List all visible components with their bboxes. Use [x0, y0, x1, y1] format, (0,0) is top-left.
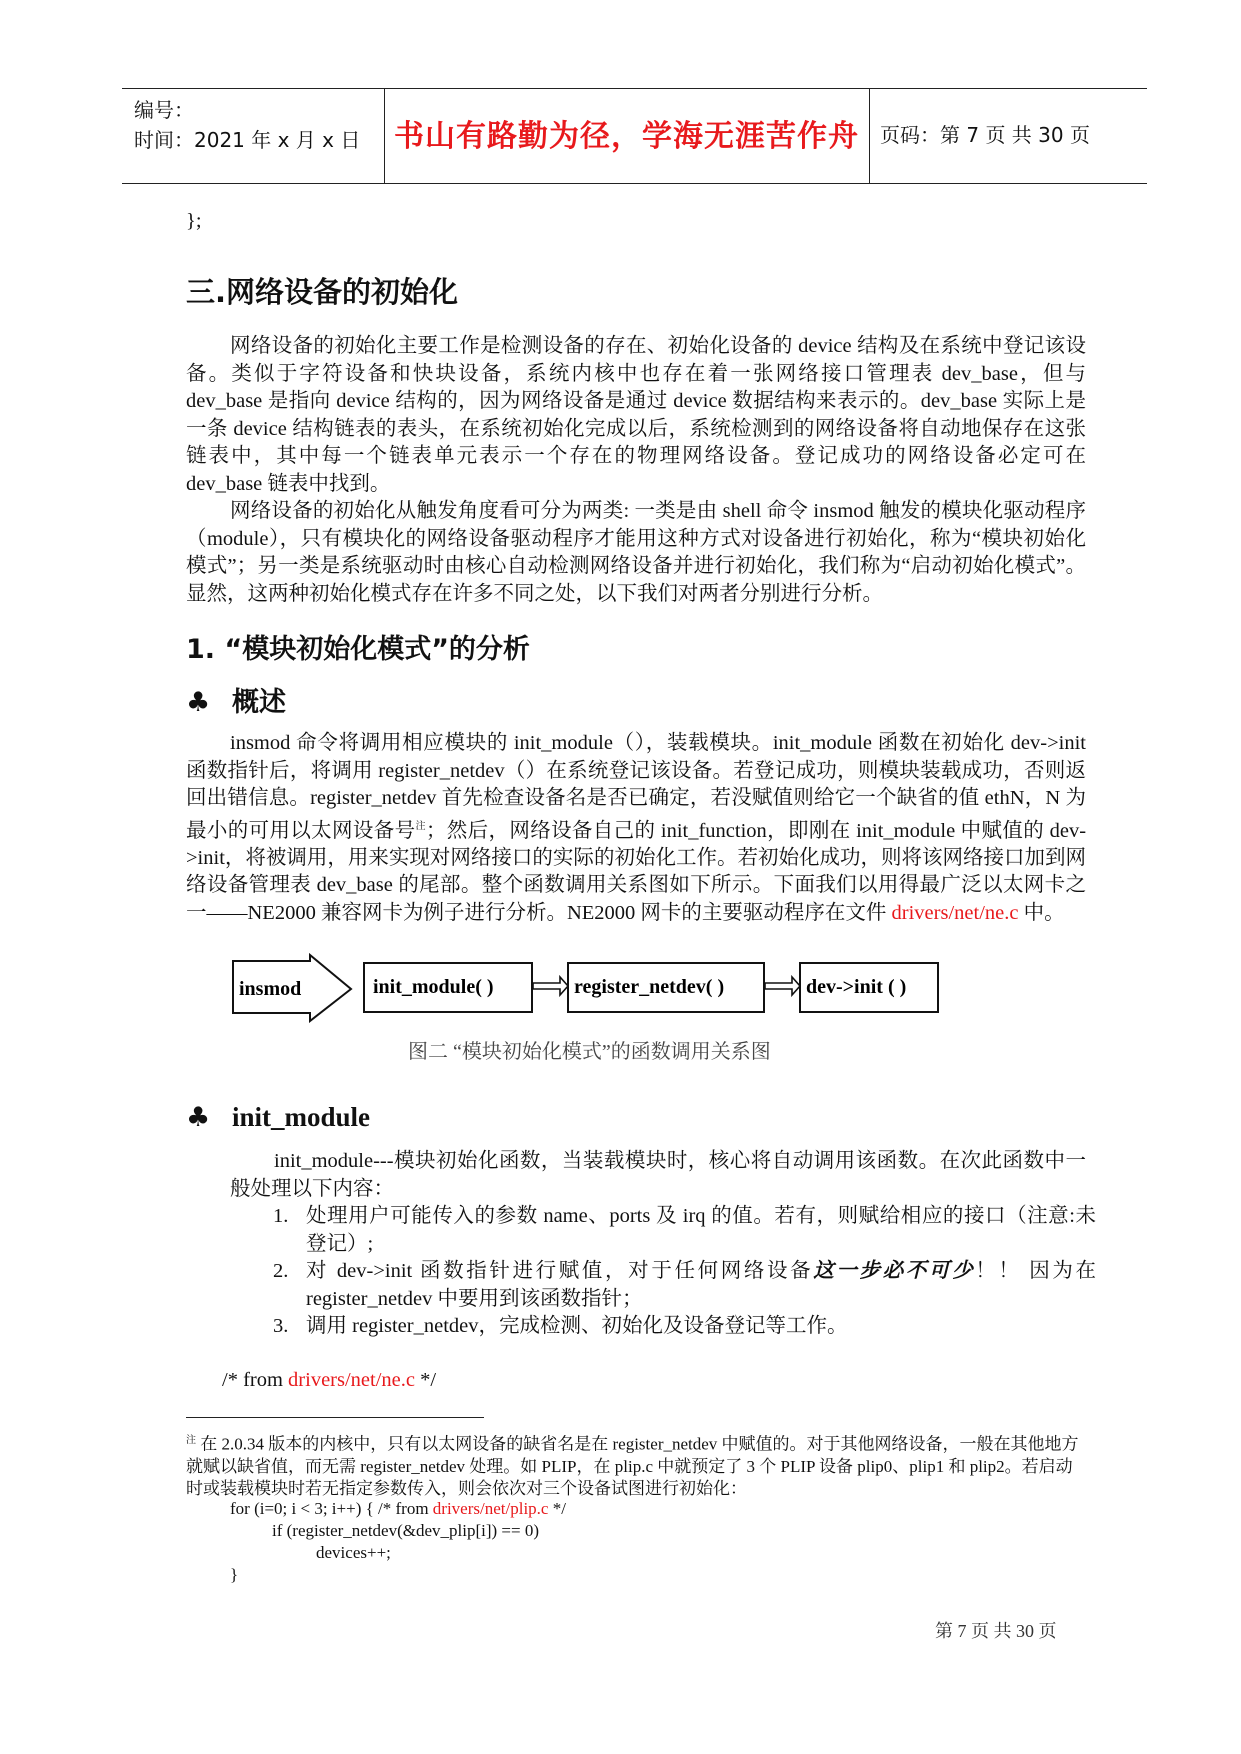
header-divider — [869, 89, 870, 183]
list-number: 3. — [273, 1315, 289, 1337]
header-page-info: 页码：第 7 页 共 30 页 — [880, 123, 1090, 147]
from-comment-a: /* from — [222, 1369, 289, 1391]
figure-caption: 图二 “模块初始化模式”的函数调用关系图 — [408, 1041, 771, 1063]
time-label: 时间：2021 年 x 月 x 日 — [134, 128, 361, 152]
node-dev-init: dev->init ( ) — [806, 976, 907, 998]
footnote-code-4: } — [230, 1565, 239, 1584]
footnote-code-1-text: for (i=0; i < 3; i++) { /* from — [230, 1499, 433, 1518]
file-link[interactable]: drivers/net/plip.c — [432, 1499, 549, 1518]
node-insmod: insmod — [239, 978, 302, 1000]
number-label: 编号： — [134, 98, 194, 122]
footnote-divider — [186, 1417, 484, 1418]
footnote-code-3: devices++; — [316, 1543, 391, 1562]
list-text-emphasis: 这一步必不可少 — [813, 1260, 976, 1282]
init-module-heading — [186, 1102, 370, 1133]
from-comment-b: */ — [414, 1369, 437, 1391]
arrow-1 — [533, 977, 568, 995]
page-footer: 第 7 页 共 30 页 — [935, 1621, 1057, 1641]
subsection-title: 1. “模块初始化模式”的分析 — [186, 634, 530, 665]
file-link[interactable]: drivers/net/ne.c — [288, 1369, 415, 1391]
header-motto: 书山有路勤为径，学海无涯苦作舟 — [394, 119, 859, 154]
list-number: 2. — [273, 1260, 289, 1282]
node-register-netdev: register_netdev( ) — [574, 976, 725, 998]
paragraph-1: 网络设备的初始化主要工作是检测设备的存在、初始化设备的 device 结构及在系统中登记该设备。类似于字符设备和快块设备，系统内核中也存在着一张网络接口管理表 dev_base，但与 dev_base 是指向 device 结构的，因为网络设备是通过 device 数据结构来表示的。dev_base 实际上是一条 device 结构链表的表头，在系统初始化完成以后，系统检测到的网络设备将自动地保存在这张链表中，其中每一个链表单元表示一个存在的物理网络设备。登记成功的网络设备必定可在 dev_base 链表中找到。 — [186, 335, 1086, 495]
club-icon: ♣ — [186, 1102, 211, 1133]
header-meta — [134, 95, 384, 155]
init-module-title: init_module — [232, 1102, 371, 1132]
footnote-ref: 注 — [415, 820, 426, 832]
paragraph-3 — [186, 730, 1086, 927]
footnote-code-1 — [230, 1498, 1130, 1520]
footnote-text — [186, 1430, 1086, 1500]
list-text — [306, 1258, 1096, 1313]
list-text: 处理用户可能传入的参数 name、ports 及 irq 的值。若有，则赋给相应的接口（注意:未登记）; — [306, 1205, 1096, 1255]
code-close: }; — [186, 210, 202, 232]
footnote-code-1-end: */ — [548, 1499, 566, 1518]
paragraph-3-text-b: ；然后，网络设备自己的 init_function，即刚在 init_module 中赋值的 dev->init，将被调用，用来实现对网络接口的实际的初始化工作。若初始化成功，则将该网络接口加到网络设备管理表 dev_base 的尾部。整个函数调用关系图如下所示。下面我们以用得最广泛以太网卡之一——NE2000 兼容网卡为例子进行分析。NE2000 网卡的主要驱动程序在文件 — [186, 819, 1087, 924]
node-init-module: init_module( ) — [373, 976, 494, 998]
call-flow-diagram — [230, 953, 940, 1023]
paragraph-3-text: insmod 命令将调用相应模块的 init_module（），装载模块。init_module 函数在初始化 dev->init 函数指针后，将调用 register_netdev（）在系统登记该设备。若登记成功，则模块装载成功，否则返回出错信息。register_netdev 首先检查设备名是否已确定，若没赋值则给它一个缺省的值 ethN，N 为最小的可用以太网设备号 — [186, 732, 1086, 842]
list-text-a: 对 dev->init 函数指针进行赋值，对于任何网络设备 — [306, 1260, 814, 1282]
arrow-2 — [765, 977, 800, 995]
list-number: 1. — [273, 1205, 289, 1227]
footnote-mark: 注 — [186, 1435, 196, 1446]
file-link[interactable]: drivers/net/ne.c — [891, 901, 1019, 924]
paragraph-4: init_module---模块初始化函数，当装载模块时，核心将自动调用该函数。在次此函数中一般处理以下内容： — [230, 1150, 1086, 1200]
list-text-b: ！！ 因为在 register_netdev 中要用到该函数指针； — [306, 1260, 1097, 1310]
paragraph-2: 网络设备的初始化从触发角度看可分为两类: 一类是由 shell 命令 insmod 触发的模块化驱动程序（module），只有模块化的网络设备驱动程序才能用这种方式对设备进行初始化，称为“模块初始化模式”；另一类是系统驱动时由核心自动检测网络设备并进行初始化，我们称为“启动初始化模式”。显然，这两种初始化模式存在许多不同之处，以下我们对两者分别进行分析。 — [186, 500, 1086, 605]
section-title: 三.网络设备的初始化 — [186, 275, 459, 309]
header-table — [122, 88, 1147, 184]
paragraph-3-end: 中。 — [1018, 901, 1065, 924]
overview-title: 概述 — [232, 687, 286, 718]
club-icon: ♣ — [186, 687, 211, 718]
from-comment — [222, 1367, 1122, 1395]
list-text: 调用 register_netdev，完成检测、初始化及设备登记等工作。 — [306, 1315, 848, 1337]
overview-heading — [186, 680, 286, 719]
footnote-body: 在 2.0.34 版本的内核中，只有以太网设备的缺省名是在 register_netdev 中赋值的。对于其他网络设备，一般在其他地方就赋以缺省值，而无需 register_netdev 处理。如 PLIP，在 plip.c 中就预定了 3 个 PLIP 设备 plip0、plip1 和 plip2。若启动时或装载模块时若无指定参数传入，则会依次对三个设备试图进行初始化： — [186, 1434, 1079, 1498]
footnote-code-2: if (register_netdev(&dev_plip[i]) == 0) — [272, 1521, 540, 1540]
